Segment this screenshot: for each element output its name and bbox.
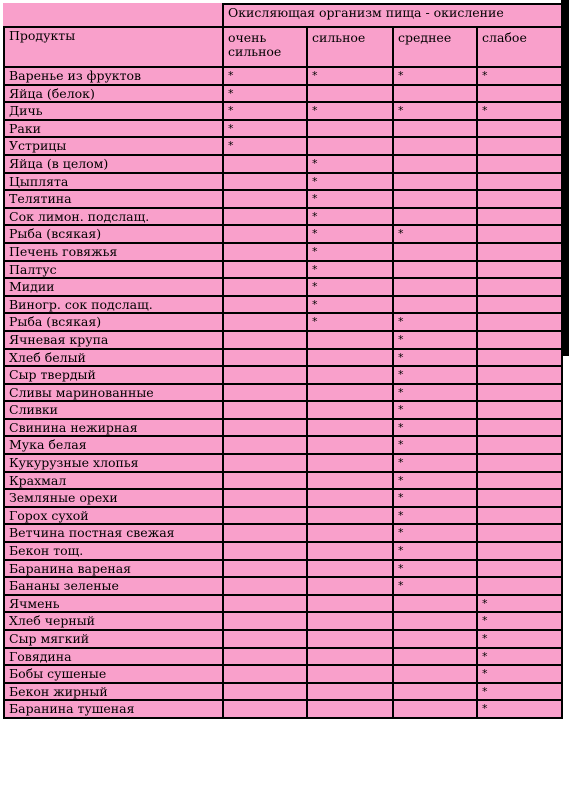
table-row <box>4 102 562 120</box>
mark-cell-strong: * <box>307 225 393 243</box>
mark-cell-weak: * <box>477 67 562 85</box>
mark-cell-very-strong <box>223 665 307 683</box>
table-row <box>4 683 562 701</box>
mark-cell-strong <box>307 349 393 367</box>
table-row <box>4 419 562 437</box>
product-name-cell: Ветчина постная свежая <box>4 524 223 542</box>
mark-cell-medium <box>393 85 477 103</box>
mark-cell-medium: * <box>393 67 477 85</box>
mark-cell-medium: * <box>393 401 477 419</box>
mark-cell-weak <box>477 524 562 542</box>
table-row <box>4 208 562 226</box>
mark-cell-very-strong <box>223 595 307 613</box>
mark-cell-medium: * <box>393 384 477 402</box>
table-row <box>4 648 562 666</box>
mark-cell-very-strong <box>223 401 307 419</box>
table-row <box>4 278 562 296</box>
mark-cell-very-strong <box>223 648 307 666</box>
mark-cell-medium <box>393 648 477 666</box>
product-name-cell: Варенье из фруктов <box>4 67 223 85</box>
mark-cell-weak <box>477 173 562 191</box>
table-row <box>4 577 562 595</box>
mark-cell-weak <box>477 542 562 560</box>
mark-cell-very-strong <box>223 190 307 208</box>
mark-cell-very-strong: * <box>223 137 307 155</box>
product-name-cell: Печень говяжья <box>4 243 223 261</box>
mark-cell-strong <box>307 137 393 155</box>
mark-cell-weak <box>477 85 562 103</box>
mark-cell-strong: * <box>307 296 393 314</box>
product-name-cell: Дичь <box>4 102 223 120</box>
mark-cell-strong <box>307 612 393 630</box>
table-row <box>4 137 562 155</box>
mark-cell-strong <box>307 419 393 437</box>
mark-cell-very-strong <box>223 225 307 243</box>
mark-cell-medium: * <box>393 102 477 120</box>
mark-cell-strong: * <box>307 313 393 331</box>
mark-cell-medium <box>393 595 477 613</box>
mark-cell-strong <box>307 436 393 454</box>
product-name-cell: Рыба (всякая) <box>4 225 223 243</box>
table-row <box>4 630 562 648</box>
mark-cell-very-strong: * <box>223 120 307 138</box>
mark-cell-strong: * <box>307 67 393 85</box>
mark-cell-weak: * <box>477 648 562 666</box>
table-row <box>4 507 562 525</box>
mark-cell-very-strong: * <box>223 85 307 103</box>
product-name-cell: Сливки <box>4 401 223 419</box>
mark-cell-medium: * <box>393 349 477 367</box>
mark-cell-strong <box>307 401 393 419</box>
mark-cell-very-strong <box>223 612 307 630</box>
product-name-cell: Земляные орехи <box>4 489 223 507</box>
mark-cell-medium <box>393 208 477 226</box>
product-name-cell: Цыплята <box>4 173 223 191</box>
mark-cell-weak <box>477 577 562 595</box>
mark-cell-very-strong <box>223 683 307 701</box>
table-row <box>4 524 562 542</box>
mark-cell-strong <box>307 683 393 701</box>
mark-cell-very-strong <box>223 173 307 191</box>
mark-cell-very-strong <box>223 542 307 560</box>
product-name-cell: Мидии <box>4 278 223 296</box>
mark-cell-medium <box>393 120 477 138</box>
table-row <box>4 454 562 472</box>
mark-cell-very-strong <box>223 243 307 261</box>
mark-cell-medium: * <box>393 419 477 437</box>
mark-cell-very-strong: * <box>223 102 307 120</box>
table-row <box>4 85 562 103</box>
mark-cell-weak <box>477 155 562 173</box>
mark-cell-very-strong <box>223 489 307 507</box>
product-name-cell: Хлеб черный <box>4 612 223 630</box>
product-name-cell: Палтус <box>4 261 223 279</box>
mark-cell-very-strong <box>223 208 307 226</box>
mark-cell-medium <box>393 665 477 683</box>
mark-cell-medium: * <box>393 542 477 560</box>
mark-cell-very-strong <box>223 454 307 472</box>
table-row <box>4 560 562 578</box>
mark-cell-medium <box>393 137 477 155</box>
mark-cell-strong: * <box>307 243 393 261</box>
mark-cell-medium: * <box>393 577 477 595</box>
product-name-cell: Хлеб белый <box>4 349 223 367</box>
product-name-cell: Устрицы <box>4 137 223 155</box>
product-name-cell: Сливы маринованные <box>4 384 223 402</box>
mark-cell-weak <box>477 349 562 367</box>
mark-cell-medium: * <box>393 225 477 243</box>
right-edge-bar <box>561 0 569 356</box>
mark-cell-medium <box>393 155 477 173</box>
product-name-cell: Бекон тощ. <box>4 542 223 560</box>
mark-cell-weak <box>477 560 562 578</box>
product-name-cell: Баранина вареная <box>4 560 223 578</box>
mark-cell-strong <box>307 665 393 683</box>
mark-cell-very-strong <box>223 630 307 648</box>
table-row <box>4 700 562 718</box>
mark-cell-weak <box>477 436 562 454</box>
table-row <box>4 436 562 454</box>
mark-cell-strong: * <box>307 155 393 173</box>
product-name-cell: Бананы зеленые <box>4 577 223 595</box>
mark-cell-very-strong <box>223 349 307 367</box>
column-header-strong: сильное <box>307 27 393 67</box>
mark-cell-strong <box>307 454 393 472</box>
column-header-weak: слабое <box>477 27 562 67</box>
mark-cell-weak <box>477 278 562 296</box>
product-name-cell: Свинина нежирная <box>4 419 223 437</box>
table-row <box>4 173 562 191</box>
mark-cell-medium: * <box>393 507 477 525</box>
product-name-cell: Сок лимон. подслащ. <box>4 208 223 226</box>
mark-cell-very-strong <box>223 331 307 349</box>
table-row <box>4 542 562 560</box>
product-name-cell: Крахмал <box>4 472 223 490</box>
mark-cell-weak: * <box>477 595 562 613</box>
mark-cell-weak <box>477 190 562 208</box>
mark-cell-weak <box>477 331 562 349</box>
table-row <box>4 225 562 243</box>
table-row <box>4 612 562 630</box>
mark-cell-very-strong <box>223 366 307 384</box>
table-row <box>4 243 562 261</box>
mark-cell-weak: * <box>477 665 562 683</box>
mark-cell-weak <box>477 120 562 138</box>
table-row <box>4 349 562 367</box>
mark-cell-strong <box>307 577 393 595</box>
mark-cell-very-strong <box>223 472 307 490</box>
table-row <box>4 261 562 279</box>
mark-cell-weak <box>477 489 562 507</box>
product-name-cell: Бекон жирный <box>4 683 223 701</box>
mark-cell-weak <box>477 137 562 155</box>
mark-cell-weak <box>477 401 562 419</box>
mark-cell-very-strong <box>223 278 307 296</box>
mark-cell-medium <box>393 243 477 261</box>
mark-cell-very-strong <box>223 524 307 542</box>
mark-cell-strong <box>307 560 393 578</box>
product-name-cell: Сыр мягкий <box>4 630 223 648</box>
mark-cell-medium <box>393 261 477 279</box>
mark-cell-strong <box>307 489 393 507</box>
product-name-cell: Мука белая <box>4 436 223 454</box>
mark-cell-very-strong <box>223 419 307 437</box>
product-name-cell: Ячмень <box>4 595 223 613</box>
mark-cell-strong: * <box>307 278 393 296</box>
mark-cell-weak <box>477 454 562 472</box>
table-row <box>4 331 562 349</box>
mark-cell-very-strong <box>223 296 307 314</box>
column-header-very-strong: очень сильное <box>223 27 307 67</box>
mark-cell-very-strong <box>223 577 307 595</box>
mark-cell-medium: * <box>393 313 477 331</box>
table-row <box>4 67 562 85</box>
mark-cell-very-strong <box>223 560 307 578</box>
mark-cell-strong <box>307 120 393 138</box>
mark-cell-strong <box>307 366 393 384</box>
product-name-cell: Ячневая крупа <box>4 331 223 349</box>
mark-cell-strong: * <box>307 208 393 226</box>
mark-cell-medium: * <box>393 454 477 472</box>
table-row <box>4 296 562 314</box>
table-row <box>4 472 562 490</box>
product-name-cell: Сыр твердый <box>4 366 223 384</box>
mark-cell-weak: * <box>477 102 562 120</box>
mark-cell-weak <box>477 243 562 261</box>
mark-cell-weak <box>477 313 562 331</box>
mark-cell-strong: * <box>307 261 393 279</box>
mark-cell-medium <box>393 190 477 208</box>
mark-cell-weak <box>477 507 562 525</box>
mark-cell-medium: * <box>393 560 477 578</box>
mark-cell-weak <box>477 261 562 279</box>
mark-cell-strong <box>307 542 393 560</box>
mark-cell-strong <box>307 507 393 525</box>
mark-cell-very-strong <box>223 261 307 279</box>
mark-cell-medium <box>393 612 477 630</box>
table-row <box>4 190 562 208</box>
mark-cell-medium: * <box>393 366 477 384</box>
product-name-cell: Яйца (в целом) <box>4 155 223 173</box>
mark-cell-medium <box>393 173 477 191</box>
product-name-cell: Баранина тушеная <box>4 700 223 718</box>
product-name-cell: Телятина <box>4 190 223 208</box>
table-row <box>4 155 562 173</box>
product-name-cell: Говядина <box>4 648 223 666</box>
mark-cell-weak <box>477 472 562 490</box>
product-name-cell: Бобы сушеные <box>4 665 223 683</box>
mark-cell-weak <box>477 366 562 384</box>
mark-cell-medium <box>393 278 477 296</box>
mark-cell-weak: * <box>477 612 562 630</box>
group-header: Окисляющая организм пища - окисление <box>223 4 562 27</box>
mark-cell-very-strong: * <box>223 67 307 85</box>
table-row <box>4 384 562 402</box>
mark-cell-strong: * <box>307 102 393 120</box>
mark-cell-medium: * <box>393 331 477 349</box>
mark-cell-weak: * <box>477 683 562 701</box>
mark-cell-medium: * <box>393 472 477 490</box>
header-blank-cell <box>4 4 223 27</box>
mark-cell-medium: * <box>393 436 477 454</box>
mark-cell-strong <box>307 472 393 490</box>
table-row <box>4 595 562 613</box>
mark-cell-medium <box>393 700 477 718</box>
mark-cell-medium: * <box>393 524 477 542</box>
table-row <box>4 665 562 683</box>
mark-cell-medium <box>393 683 477 701</box>
product-name-cell: Рыба (всякая) <box>4 313 223 331</box>
mark-cell-medium <box>393 296 477 314</box>
mark-cell-strong: * <box>307 190 393 208</box>
oxidation-table <box>3 3 563 719</box>
column-header-row <box>4 27 562 67</box>
table-row <box>4 489 562 507</box>
mark-cell-weak <box>477 419 562 437</box>
product-name-cell: Яйца (белок) <box>4 85 223 103</box>
mark-cell-strong <box>307 648 393 666</box>
mark-cell-strong <box>307 524 393 542</box>
product-name-cell: Горох сухой <box>4 507 223 525</box>
mark-cell-medium: * <box>393 489 477 507</box>
mark-cell-very-strong <box>223 313 307 331</box>
mark-cell-strong: * <box>307 173 393 191</box>
mark-cell-strong <box>307 331 393 349</box>
mark-cell-weak <box>477 208 562 226</box>
table-row <box>4 401 562 419</box>
mark-cell-very-strong <box>223 155 307 173</box>
mark-cell-weak <box>477 384 562 402</box>
product-name-cell: Кукурузные хлопья <box>4 454 223 472</box>
mark-cell-strong <box>307 700 393 718</box>
mark-cell-strong <box>307 384 393 402</box>
group-header-row <box>4 4 562 27</box>
product-name-cell: Виногр. сок подслащ. <box>4 296 223 314</box>
mark-cell-strong <box>307 595 393 613</box>
mark-cell-weak: * <box>477 700 562 718</box>
products-header: Продукты <box>4 27 223 67</box>
mark-cell-weak: * <box>477 630 562 648</box>
table-body <box>4 4 562 718</box>
mark-cell-very-strong <box>223 700 307 718</box>
mark-cell-very-strong <box>223 384 307 402</box>
mark-cell-strong <box>307 630 393 648</box>
mark-cell-weak <box>477 296 562 314</box>
mark-cell-strong <box>307 85 393 103</box>
column-header-medium: среднее <box>393 27 477 67</box>
table-row <box>4 366 562 384</box>
mark-cell-medium <box>393 630 477 648</box>
mark-cell-very-strong <box>223 507 307 525</box>
mark-cell-very-strong <box>223 436 307 454</box>
product-name-cell: Раки <box>4 120 223 138</box>
table-row <box>4 313 562 331</box>
table-row <box>4 120 562 138</box>
mark-cell-weak <box>477 225 562 243</box>
